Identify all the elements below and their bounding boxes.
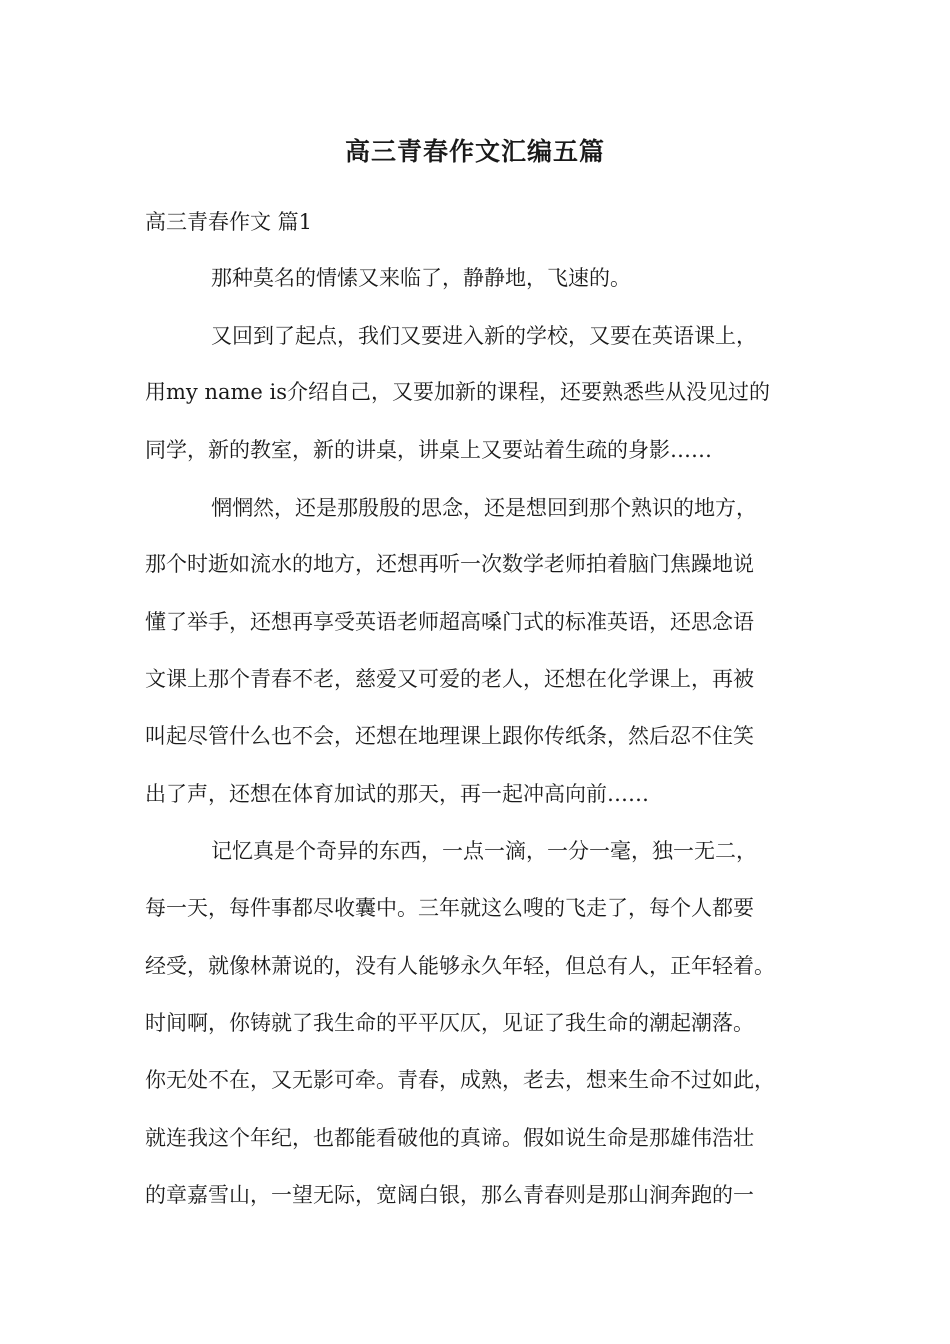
text-line: 文课上那个青春不老，慈爱又可爱的老人，还想在化学课上，再被 [145, 667, 754, 691]
text-line: 时间啊，你铸就了我生命的平平仄仄，见证了我生命的潮起潮落。 [145, 1011, 754, 1035]
document-title: 高三青春作文汇编五篇 [344, 137, 605, 166]
text-line: 经受，就像林萧说的，没有人能够永久年轻，但总有人，正年轻着。 [145, 954, 775, 978]
text-line: 用my name is介绍自己，又要加新的课程，还要熟悉些从没见过的 [145, 380, 771, 404]
text-line: 同学，新的教室，新的讲桌，讲桌上又要站着生疏的身影…… [145, 438, 712, 462]
text-line: 那种莫名的情愫又来临了，静静地，飞速的。 [211, 266, 631, 290]
text-line: 的章嘉雪山，一望无际，宽阔白银，那么青春则是那山涧奔跑的一 [145, 1183, 754, 1207]
text-line: 就连我这个年纪，也都能看破他的真谛。假如说生命是那雄伟浩壮 [145, 1126, 754, 1150]
text-line: 那个时逝如流水的地方，还想再听一次数学老师拍着脑门焦躁地说 [145, 552, 754, 576]
text-line: 惘惘然，还是那殷殷的思念，还是想回到那个熟识的地方， [211, 496, 757, 520]
text-line: 懂了举手，还想再享受英语老师超高嗓门式的标准英语，还思念语 [145, 610, 754, 634]
text-line: 记忆真是个奇异的东西，一点一滴，一分一毫，独一无二， [211, 839, 757, 863]
text-line: 你无处不在，又无影可牵。青春，成熟，老去，想来生命不过如此， [145, 1068, 775, 1092]
text-line: 每一天，每件事都尽收囊中。三年就这么嗖的飞走了，每个人都要 [145, 896, 754, 920]
text-line: 出了声，还想在体育加试的那天，再一起冲高向前…… [145, 782, 649, 806]
essay-heading: 高三青春作文 篇1 [145, 210, 313, 234]
text-line: 又回到了起点，我们又要进入新的学校，又要在英语课上， [211, 324, 757, 348]
text-line: 叫起尽管什么也不会，还想在地理课上跟你传纸条，然后忍不住笑 [145, 724, 754, 748]
